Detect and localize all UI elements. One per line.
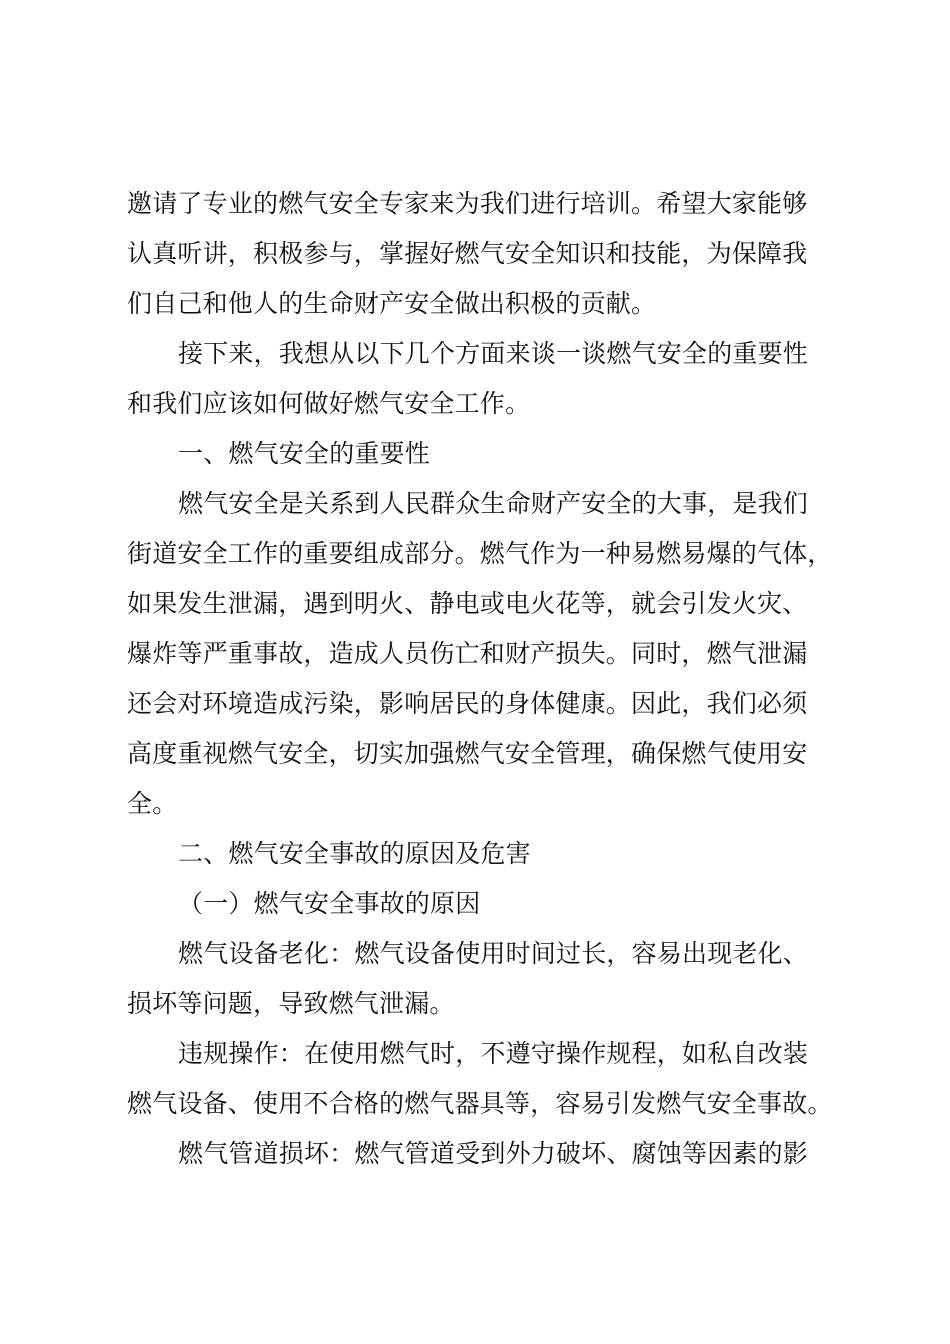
paragraph-line: 爆炸等严重事故，造成人员伤亡和财产损失。同时，燃气泄漏 — [127, 639, 808, 668]
section-heading: 二、燃气安全事故的原因及危害 — [178, 839, 531, 868]
paragraph-line: 燃气安全是关系到人民群众生命财产安全的大事，是我们 — [178, 489, 809, 518]
paragraph-line: 还会对环境造成污染，影响居民的身体健康。因此，我们必须 — [127, 689, 808, 718]
paragraph-line: 燃气设备老化：燃气设备使用时间过长，容易出现老化、 — [178, 939, 809, 968]
paragraph-line: 街道安全工作的重要组成部分。燃气作为一种易燃易爆的气体， — [127, 539, 833, 568]
subsection-heading: （一）燃气安全事故的原因 — [178, 889, 481, 918]
paragraph-line: 违规操作：在使用燃气时，不遵守操作规程，如私自改装 — [178, 1039, 809, 1068]
paragraph-line: 如果发生泄漏，遇到明火、静电或电火花等，就会引发火灾、 — [127, 589, 808, 618]
paragraph-line: 燃气管道损坏：燃气管道受到外力破坏、腐蚀等因素的影 — [178, 1139, 809, 1168]
paragraph-line: 燃气设备、使用不合格的燃气器具等，容易引发燃气安全事故。 — [127, 1089, 833, 1118]
paragraph-line: 接下来，我想从以下几个方面来谈一谈燃气安全的重要性 — [178, 339, 809, 368]
paragraph-line: 全。 — [127, 789, 178, 818]
paragraph-line: 认真听讲，积极参与，掌握好燃气安全知识和技能，为保障我 — [127, 239, 808, 268]
section-heading: 一、燃气安全的重要性 — [178, 439, 431, 468]
paragraph-line: 高度重视燃气安全，切实加强燃气安全管理，确保燃气使用安 — [127, 739, 808, 768]
paragraph-line: 们自己和他人的生命财产安全做出积极的贡献。 — [127, 289, 657, 318]
paragraph-line: 损坏等问题，导致燃气泄漏。 — [127, 989, 455, 1018]
paragraph-line: 邀请了专业的燃气安全专家来为我们进行培训。希望大家能够 — [127, 189, 808, 218]
paragraph-line: 和我们应该如何做好燃气安全工作。 — [127, 389, 531, 418]
